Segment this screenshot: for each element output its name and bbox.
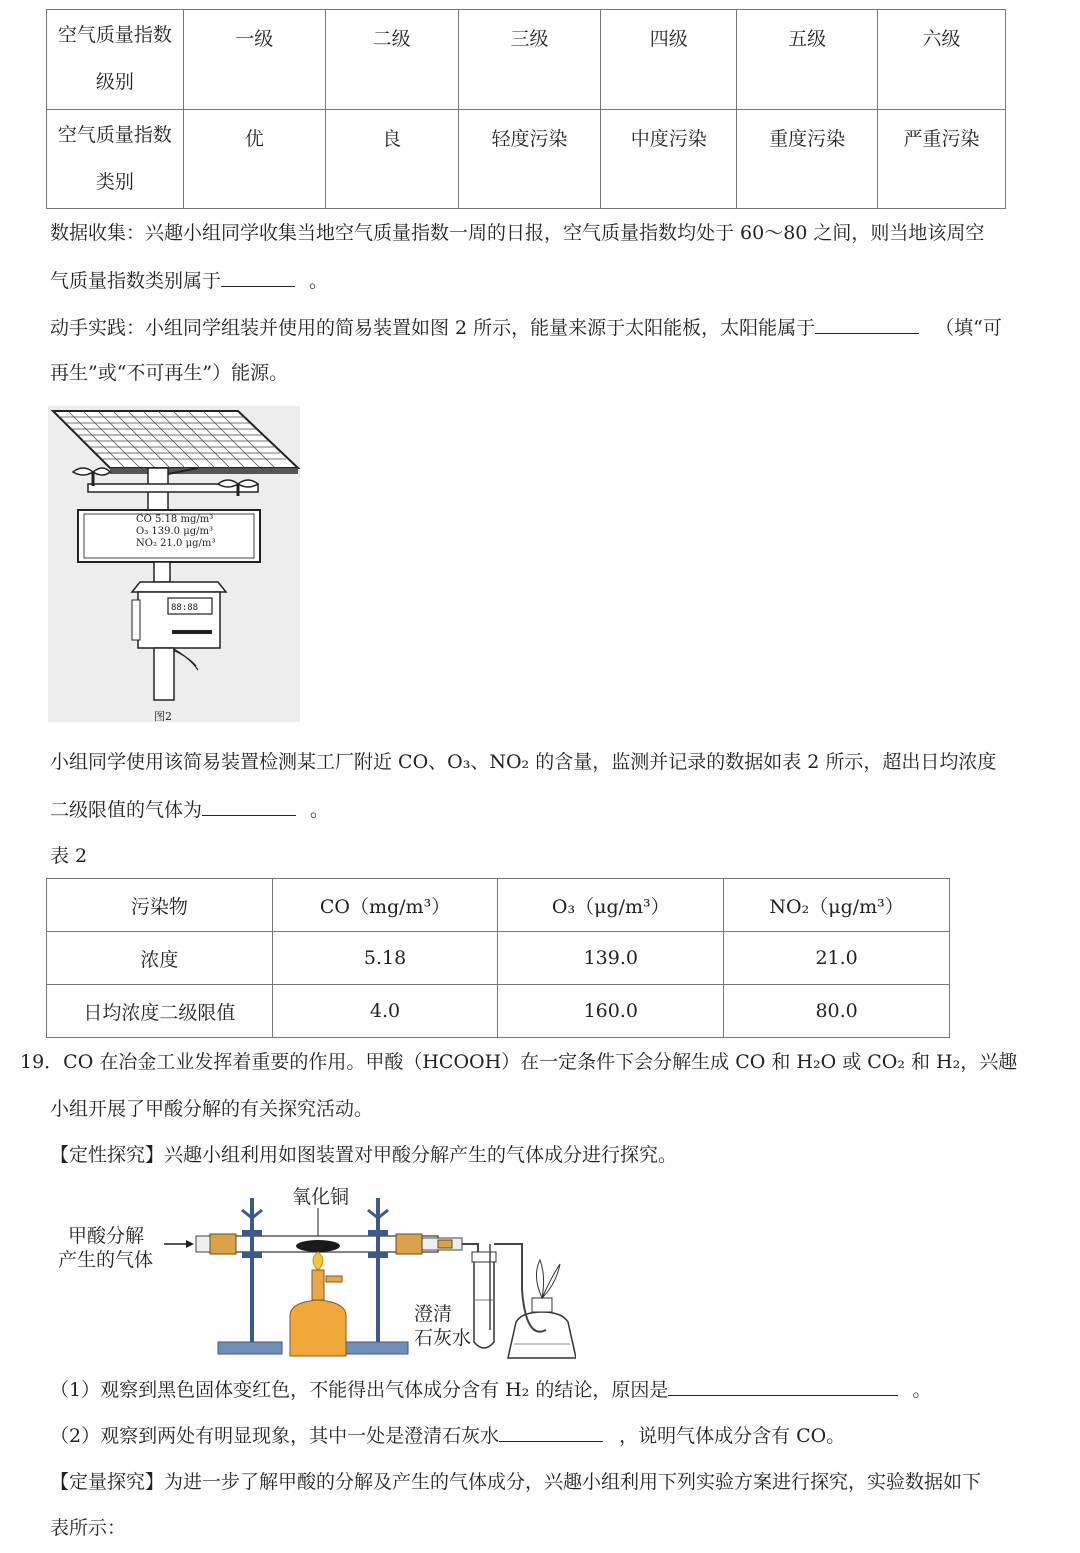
header-line: 空气质量指数 <box>57 124 172 146</box>
sub-question-2 <box>50 1423 845 1448</box>
label-line: 甲酸分解 <box>68 1225 145 1247</box>
practice-line1 <box>50 315 1002 340</box>
label-gas <box>58 1224 153 1272</box>
table-cell: 轻度污染 <box>458 110 601 209</box>
readout-line: CO 5.18 mg/m³ <box>136 514 214 525</box>
display-readout <box>136 514 215 550</box>
table-row <box>47 110 1006 209</box>
readout-line: NO₂ 21.0 μg/m³ <box>136 538 216 549</box>
table-cell: 二级 <box>325 10 458 110</box>
data-collection-line2 <box>50 268 328 293</box>
table-cell: 浓度 <box>47 932 273 985</box>
table-cell: 80.0 <box>724 985 950 1038</box>
data-collection-line1: 数据收集：兴趣小组同学收集当地空气质量指数一周的日报，空气质量指数均处于 60～80 之间，则当地该周空 <box>50 222 985 244</box>
text: 二级限值的气体为 <box>50 799 203 821</box>
table-cell: 160.0 <box>498 985 724 1038</box>
table-cell: 21.0 <box>724 932 950 985</box>
table-cell: 5.18 <box>272 932 498 985</box>
header-line: 级别 <box>95 71 134 93</box>
label-line: 石灰水 <box>414 1327 472 1349</box>
row-header <box>47 110 184 209</box>
practice-line2: 再生”或“不可再生”）能源。 <box>50 362 289 384</box>
column-header: NO₂（μg/m³） <box>724 879 950 932</box>
figure-2-solar-device <box>48 406 300 722</box>
sub-question-1 <box>50 1377 931 1402</box>
quantitative-line1: 【定量探究】为进一步了解甲酸的分解及产生的气体成分，兴趣小组利用下列实验方案进行探究，实验数据如下 <box>50 1471 982 1493</box>
quantitative-line2: 表所示： <box>50 1517 127 1539</box>
detect-line2 <box>50 797 329 822</box>
column-header: 污染物 <box>47 879 273 932</box>
text: （填“可 <box>935 317 1002 339</box>
label-limewater <box>414 1302 471 1350</box>
text: （1）观察到黑色固体变红色，不能得出气体成分含有 H₂ 的结论，原因是 <box>50 1379 669 1401</box>
q19-line1: 19．CO 在冶金工业发挥着重要的作用。甲酸（HCOOH）在一定条件下会分解生成 CO 和 H₂O 或 CO₂ 和 H₂，兴趣 <box>20 1051 1018 1073</box>
answer-blank[interactable] <box>668 1377 898 1396</box>
table-row <box>47 932 950 985</box>
solar-device-drawing <box>48 406 300 722</box>
text: 。 <box>309 270 329 292</box>
column-header: CO（mg/m³） <box>272 879 498 932</box>
header-line: 空气质量指数 <box>57 24 172 46</box>
text: ，说明气体成分含有 CO。 <box>619 1425 846 1447</box>
table-cell: 139.0 <box>498 932 724 985</box>
table-cell: 中度污染 <box>601 110 737 209</box>
table-header-row <box>47 879 950 932</box>
table-cell: 五级 <box>737 10 878 110</box>
text: 动手实践：小组同学组装并使用的简易装置如图 2 所示，能量来源于太阳能板，太阳能属于 <box>50 317 816 339</box>
answer-blank[interactable] <box>221 268 295 287</box>
label-line: 产生的气体 <box>58 1249 154 1271</box>
detect-line1: 小组同学使用该简易装置检测某工厂附近 CO、O₃、NO₂ 的含量，监测并记录的数据如表 2 所示，超出日均浓度 <box>50 751 997 773</box>
table-cell: 优 <box>183 110 325 209</box>
table-cell: 四级 <box>601 10 737 110</box>
text: （2）观察到两处有明显现象，其中一处是澄清石灰水 <box>50 1425 500 1447</box>
table2-title: 表 2 <box>50 845 88 867</box>
row-header <box>47 10 184 110</box>
svg-text:88:88: 88:88 <box>171 603 199 613</box>
q19-line2: 小组开展了甲酸分解的有关探究活动。 <box>50 1098 374 1120</box>
table-row <box>47 985 950 1038</box>
table-cell: 严重污染 <box>878 110 1006 209</box>
table-cell: 三级 <box>458 10 601 110</box>
label-line: 澄清 <box>414 1303 453 1325</box>
table-cell: 日均浓度二级限值 <box>47 985 273 1038</box>
text: 。 <box>912 1379 932 1401</box>
table-cell: 重度污染 <box>737 110 878 209</box>
table-cell: 一级 <box>183 10 325 110</box>
qualitative-heading: 【定性探究】兴趣小组利用如图装置对甲酸分解产生的气体成分进行探究。 <box>50 1144 678 1166</box>
text: 气质量指数类别属于 <box>50 270 222 292</box>
header-line: 类别 <box>95 171 134 193</box>
label-copper-oxide: 氧化铜 <box>292 1186 350 1208</box>
answer-blank[interactable] <box>815 315 919 334</box>
table-cell: 良 <box>325 110 458 209</box>
readout-line: O₃ 139.0 μg/m³ <box>136 526 213 537</box>
apparatus-figure <box>46 1180 576 1362</box>
table-row <box>47 10 1006 110</box>
aqi-level-table <box>46 9 1006 209</box>
answer-blank[interactable] <box>499 1423 603 1442</box>
text: 。 <box>310 799 330 821</box>
answer-blank[interactable] <box>202 797 296 816</box>
table-cell: 六级 <box>878 10 1006 110</box>
column-header: O₃（μg/m³） <box>498 879 724 932</box>
figure-caption: 图2 <box>154 710 172 723</box>
table-cell: 4.0 <box>272 985 498 1038</box>
pollutant-table <box>46 878 950 1038</box>
